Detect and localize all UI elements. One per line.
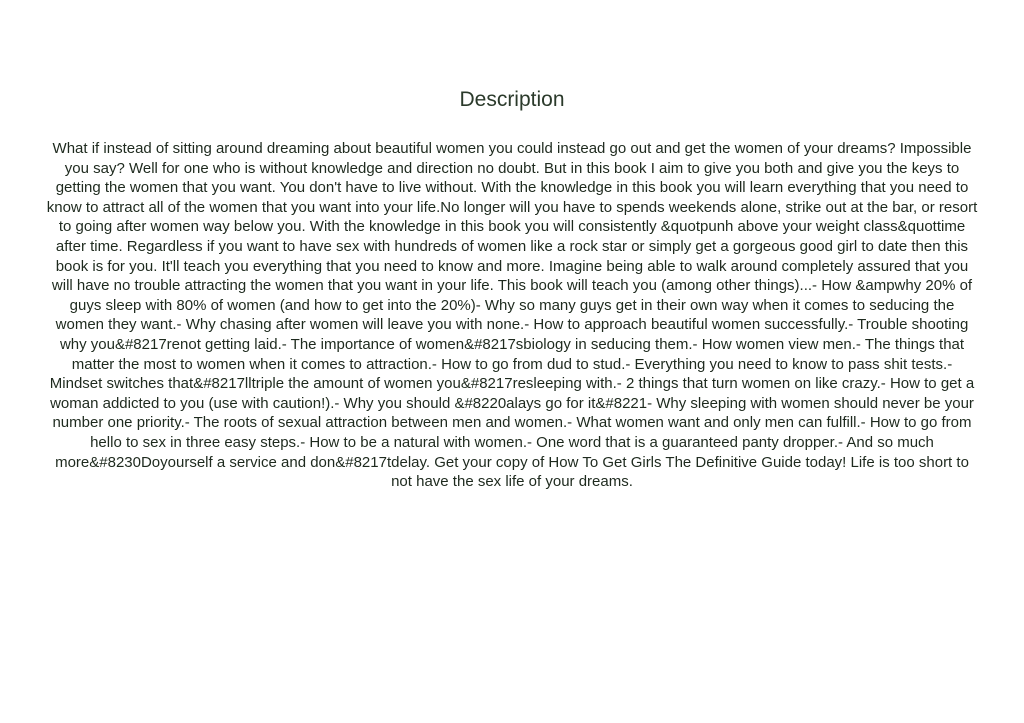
page-title: Description — [459, 88, 565, 111]
description-text: What if instead of sitting around dreaming about beautiful women you could instead go out and get the women of your dreams? Impossible you say? Well for one who is without knowledge and direction no doubt. But in this book I aim to give you both and give you the keys to getting the women that you want. You don't have to live without. With the knowledge in this book you will learn everything that you need to know to attract all of the women that you want into your life.No longer will you have to spends weekends alone, strike out at the bar, or resort to going after women way below you. With the knowledge in this book you will consistently &quotpunh above your weight class&quottime after time. Regardless if you want to have sex with hundreds of women like a rock star or simply get a gorgeous good girl to date then this book is for you. It'll teach you everything that you need to know and more. Imagine being able to walk around completely assured that you will have no trouble attracting the women that you want in your life. This book will teach you (among other things)...- How &ampwhy 20% of guys sleep with 80% of women (and how to get into the 20%)- Why so many guys get in their own way when it comes to seducing the women they want.- Why chasing after women will leave you with none.- How to approach beautiful women successfully.- Trouble shooting why you&#8217renot getting laid.- The importance of women&#8217sbiology in seducing them.- How women view men.- The things that matter the most to women when it comes to attraction.- How to go from dud to stud.- Everything you need to know to pass shit tests.- Mindset switches that&#8217lltriple the amount of women you&#8217resleeping with.- 2 things that turn women on like crazy.- How to get a woman addicted to you (use with caution!).- Why you should &#8220alays go for it&#8221- Why sleeping with women should never be your number one priority.- The roots of sexual attraction between men and women.- What women want and only men can fulfill.- How to go from hello to sex in three easy steps.- How to be a natural with women.- One word that is a guaranteed panty dropper.- And so much more&#8230Doyourself a service and don&#8217tdelay. Get your copy of How To Get Girls The Definitive Guide today! Life is too short to not have the sex life of your dreams. — [46, 140, 978, 491]
